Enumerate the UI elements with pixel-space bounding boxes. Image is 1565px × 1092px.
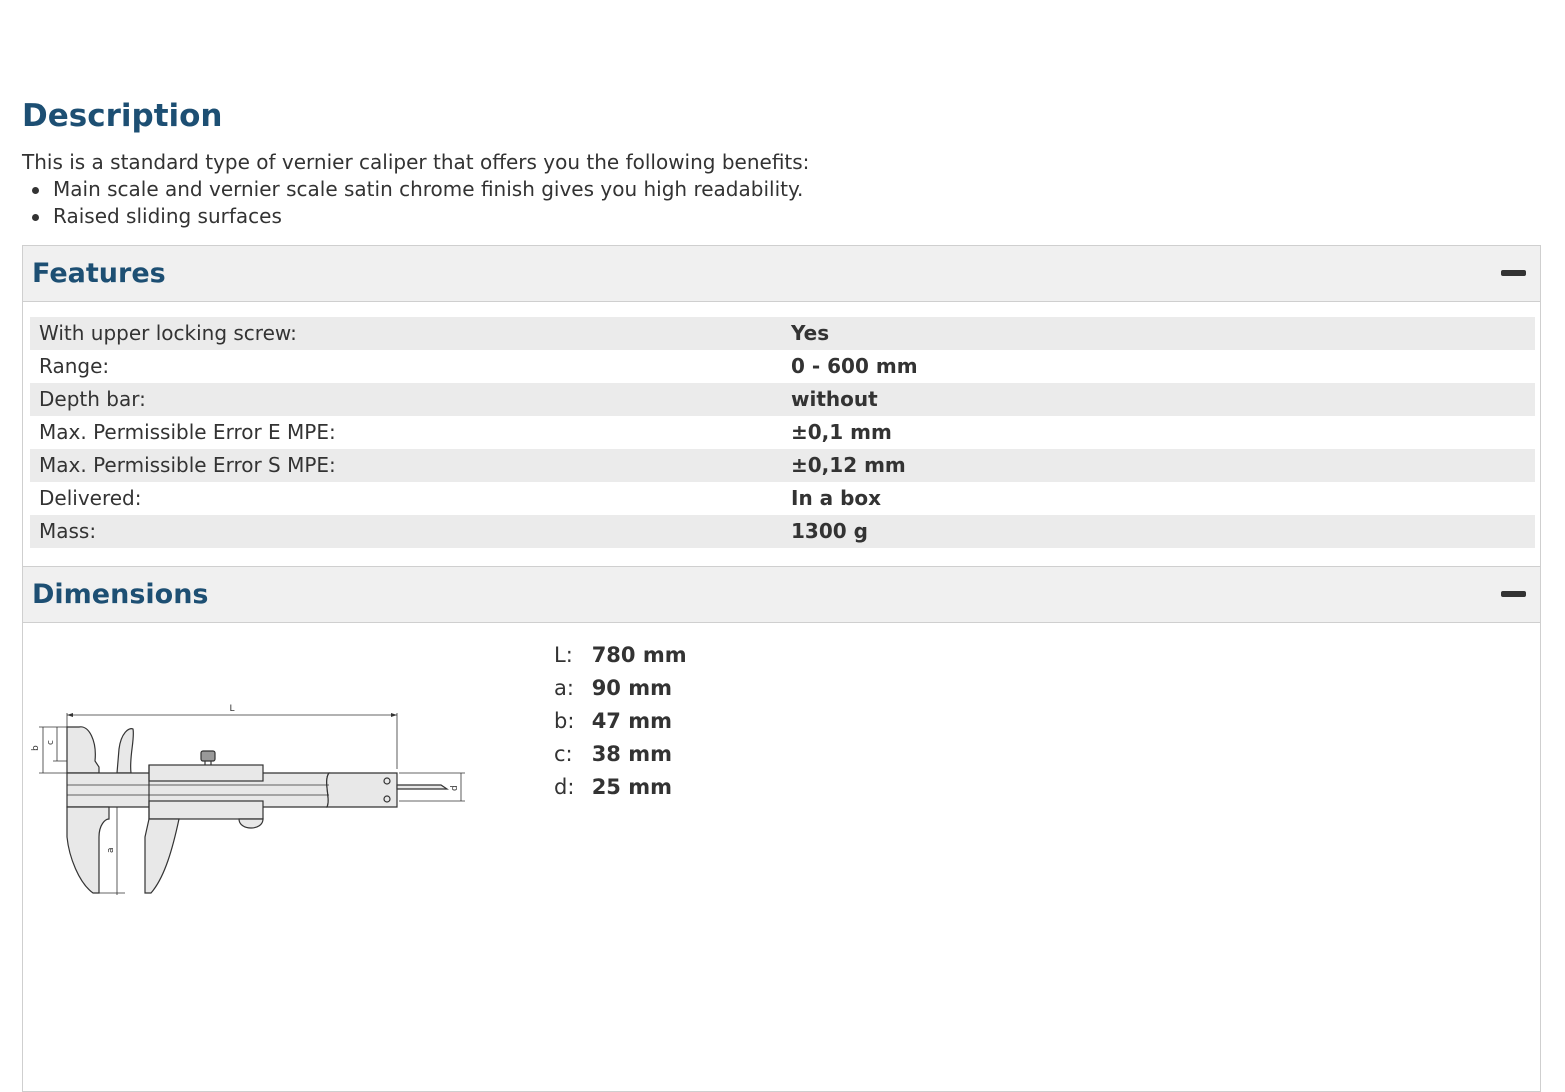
dimension-key: b: [554, 709, 575, 733]
table-row [30, 449, 1535, 482]
dimension-value: 47 mm [591, 709, 672, 733]
table-row [30, 383, 1535, 416]
description-intro: This is a standard type of vernier caliper that offers you the following benefits: [22, 150, 810, 174]
benefit-item: Raised sliding surfaces [22, 203, 803, 230]
feature-value: ±0,12 mm [782, 449, 1535, 482]
feature-value: ±0,1 mm [791, 420, 892, 444]
features-panel [22, 245, 1541, 567]
dim-label-b: b [31, 745, 41, 751]
dimension-item [554, 738, 687, 771]
feature-label: Max. Permissible Error E MPE: [39, 420, 336, 444]
feature-label: Depth bar: [30, 383, 782, 416]
dimension-key: c: [554, 742, 573, 766]
table-row [30, 482, 1535, 515]
dimension-item [554, 639, 687, 672]
dimension-key: a: [554, 676, 574, 700]
table-row [30, 317, 1535, 350]
dimension-value: 25 mm [591, 775, 672, 799]
feature-value: 0 - 600 mm [791, 354, 918, 378]
minus-icon[interactable] [1501, 270, 1526, 276]
dim-label-a: a [106, 847, 116, 853]
dimension-item [554, 771, 687, 804]
feature-value: without [782, 383, 1535, 416]
minus-icon[interactable] [1501, 591, 1526, 597]
dimension-key: L: [554, 643, 573, 667]
benefit-item: Main scale and vernier scale satin chrome finish gives you high readability. [22, 176, 803, 203]
dimensions-panel-header[interactable] [23, 567, 1540, 623]
dim-label-l: L [229, 704, 235, 714]
feature-label: With upper locking screw: [30, 317, 782, 350]
dimension-value: 780 mm [591, 643, 687, 667]
feature-label: Range: [39, 354, 110, 378]
dimension-item [554, 705, 687, 738]
dimensions-panel [22, 566, 1541, 1092]
feature-label: Mass: [30, 515, 782, 548]
dimension-key: d: [554, 775, 575, 799]
dim-label-d: d [450, 785, 460, 791]
dimensions-title: Dimensions [32, 579, 209, 610]
description-title: Description [22, 98, 223, 134]
features-panel-header[interactable] [23, 246, 1540, 302]
feature-value: Yes [782, 317, 1535, 350]
table-row [30, 416, 1535, 449]
feature-value: In a box [791, 486, 882, 510]
features-title: Features [32, 258, 166, 289]
feature-label: Max. Permissible Error S MPE: [30, 449, 782, 482]
dimension-value: 90 mm [591, 676, 672, 700]
table-row [30, 515, 1535, 548]
description-benefits-list [22, 176, 803, 230]
features-table [30, 317, 1535, 548]
dim-label-c: c [46, 740, 56, 745]
dimension-value: 38 mm [591, 742, 672, 766]
dimension-item [554, 672, 687, 705]
caliper-drawing [31, 704, 483, 967]
dimensions-list [554, 639, 687, 804]
table-row [30, 350, 1535, 383]
feature-value: 1300 g [782, 515, 1535, 548]
feature-label: Delivered: [39, 486, 142, 510]
